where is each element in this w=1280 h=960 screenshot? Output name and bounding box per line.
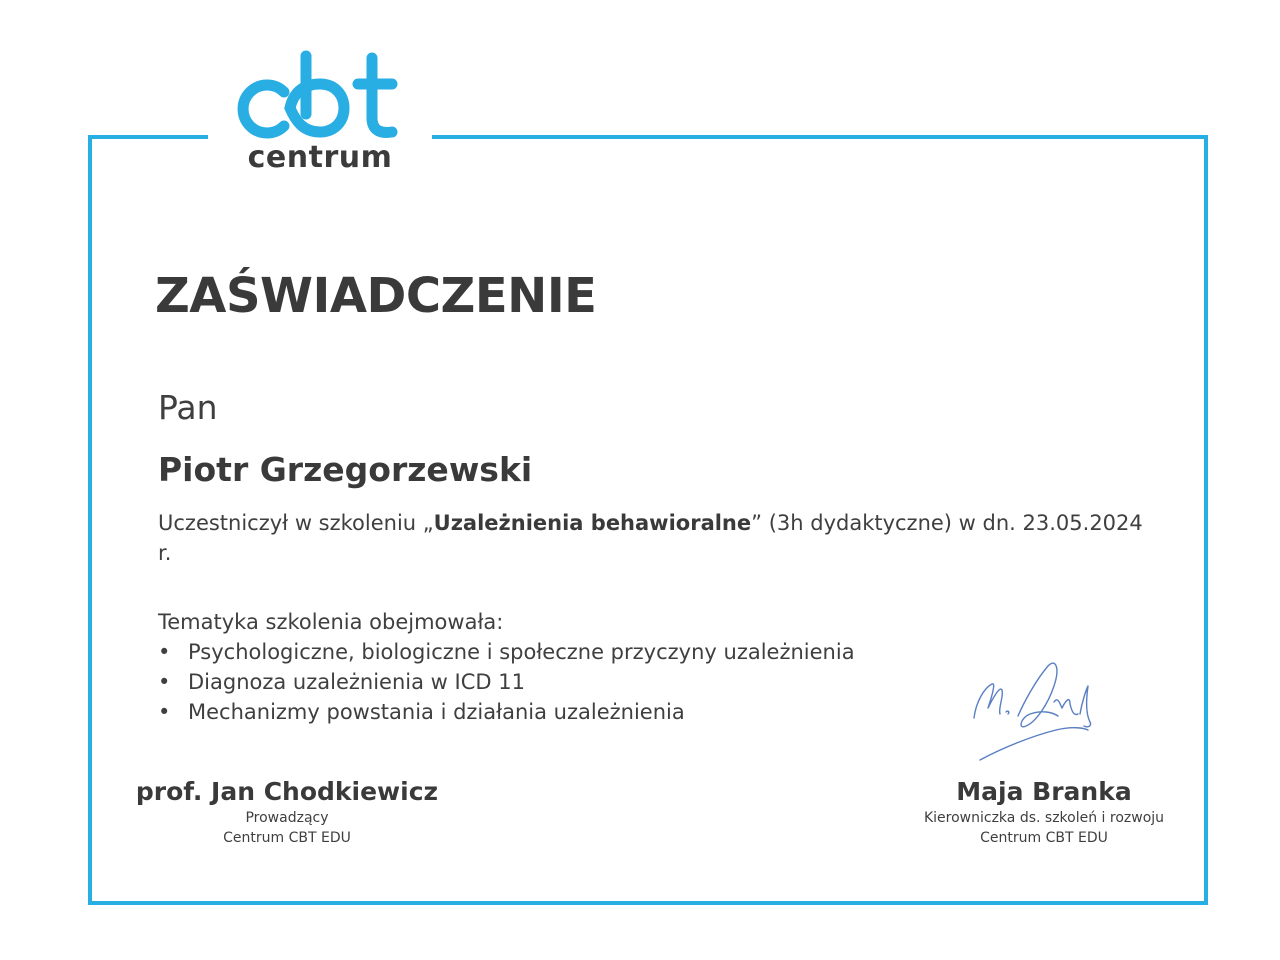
signatory-right xyxy=(894,776,1194,848)
signatory-organization: Centrum CBT EDU xyxy=(980,830,1108,846)
participation-suffix: ” (3h dydaktyczne) w dn. 23.05.2024 r. xyxy=(158,511,1143,565)
cbt-centrum-logo xyxy=(232,44,408,180)
participation-prefix: Uczestniczył w szkoleniu „ xyxy=(158,511,434,535)
signatory-name: Maja Branka xyxy=(956,777,1132,806)
bullet: • xyxy=(158,640,171,664)
participation-statement xyxy=(158,508,1158,568)
topic-text: Mechanizmy powstania i działania uzależnienia xyxy=(188,700,685,724)
signatory-organization: Centrum CBT EDU xyxy=(223,830,351,846)
signatory-role: Prowadzący xyxy=(245,810,329,826)
document-title: ZAŚWIADCZENIE xyxy=(155,268,597,324)
signatory-left xyxy=(112,776,462,848)
list-item xyxy=(158,637,855,667)
cbt-logo-mark xyxy=(232,44,408,144)
topics-heading: Tematyka szkolenia obejmowała: xyxy=(158,610,504,634)
signatory-role: Kierowniczka ds. szkoleń i rozwoju xyxy=(923,810,1165,826)
logo-wordmark: centrum xyxy=(247,140,393,175)
course-name: Uzależnienia behawioralne xyxy=(433,511,752,535)
list-item xyxy=(158,697,855,727)
signatory-name: prof. Jan Chodkiewicz xyxy=(135,777,439,806)
topics-list xyxy=(158,637,855,727)
recipient-name: Piotr Grzegorzewski xyxy=(158,450,533,489)
bullet: • xyxy=(158,700,171,724)
topic-text: Psychologiczne, biologiczne i społeczne przyczyny uzależnienia xyxy=(188,640,855,664)
list-item xyxy=(158,667,855,697)
topics-section xyxy=(158,607,855,727)
topic-text: Diagnoza uzależnienia w ICD 11 xyxy=(188,670,525,694)
salutation: Pan xyxy=(158,388,218,427)
bullet: • xyxy=(158,670,171,694)
handwritten-signature xyxy=(962,656,1102,768)
